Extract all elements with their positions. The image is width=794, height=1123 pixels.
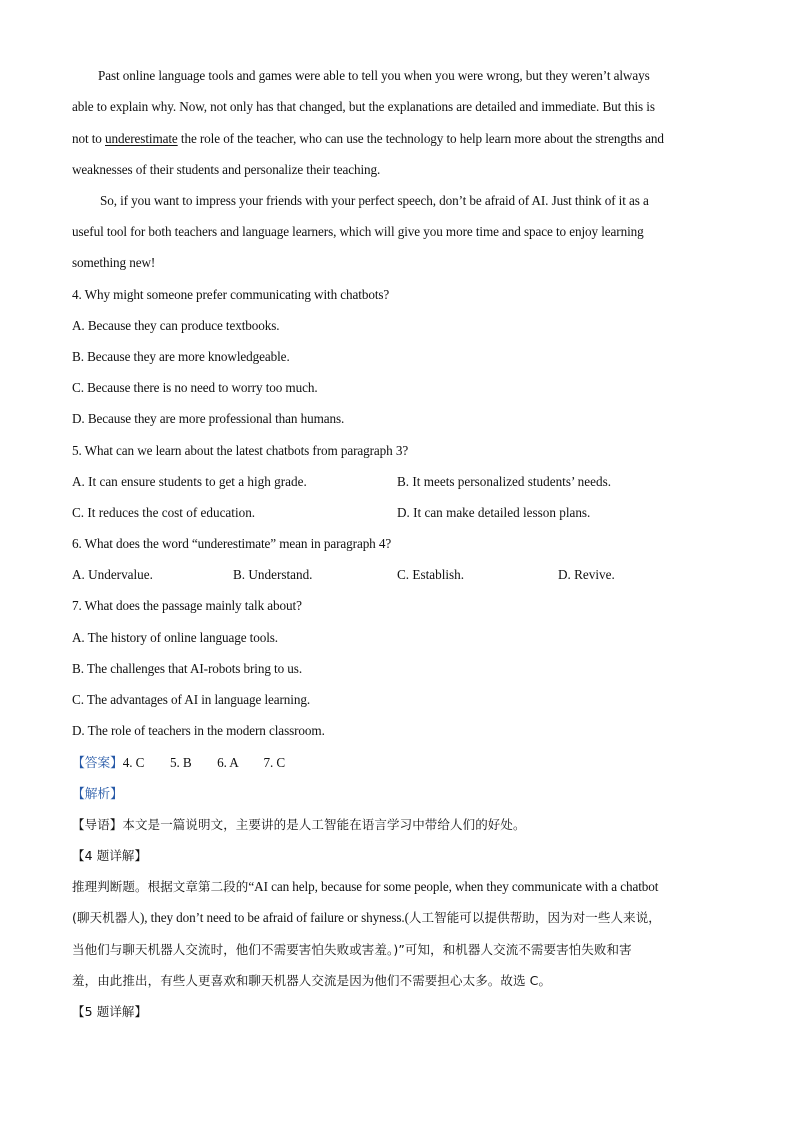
passage-line: Past online language tools and games were able to tell you when you were wrong, but they weren’t always [98,68,650,83]
option-d: D. Because they are more professional than humans. [72,411,345,426]
q4-detail-en: ), they don’t need to be afraid of failure or shyness.( [139,910,409,925]
option-d: D. It can make detailed lesson plans. [397,505,591,520]
question-stem: 7. What does the passage mainly talk about? [72,598,302,613]
option-a: A. Undervalue. [72,567,153,582]
passage-line: something new! [72,255,156,270]
option-d: D. The role of teachers in the modern classroom. [72,723,325,738]
q4-detail-heading: 【4 题详解】 [72,848,148,863]
q4-detail-line: 当他们与聊天机器人交流时，他们不需要害怕失败或害羞。)”可知，和机器人交流不需要害怕失败和害 [72,942,632,957]
question-stem: 6. What does the word “underestimate” mean in paragraph 4? [72,536,392,551]
option-b: B. Understand. [233,567,313,582]
passage-text: the role of the teacher, who can use the technology to help learn more about the strengths and [177,131,664,146]
passage-text: not to [72,131,106,146]
question-stem: 5. What can we learn about the latest chatbots from paragraph 3? [72,443,409,458]
option-d: D. Revive. [558,567,615,582]
q4-detail-zh: (聊天机器人 [72,910,140,925]
q4-detail-line [72,878,658,896]
answer-text: 4. C 5. B 6. A 7. C [122,755,286,770]
analysis-label: 【解析】 [72,787,123,802]
passage-line [72,130,664,148]
q5-detail-heading: 【5 题详解】 [72,1004,148,1019]
analysis-heading [72,785,123,804]
guide-text: 本文是一篇说明文，主要讲的是人工智能在语言学习中带给人们的好处。 [122,817,526,832]
answer-label: 【答案】 [72,756,123,771]
option-a: A. Because they can produce textbooks. [72,318,280,333]
answer-line [72,754,285,773]
passage-line: useful tool for both teachers and language learners, which will give you more time and space to enjoy learning [72,224,644,239]
guide-line [72,816,526,834]
passage-line: So, if you want to impress your friends with your perfect speech, don’t be afraid of AI. Just think of it as a [100,193,649,208]
q4-detail-zh: 人工智能可以提供帮助，因为对一些人来说， [408,910,661,925]
option-c: C. The advantages of AI in language learning. [72,692,311,707]
q4-detail-zh: 推理判断题。根据文章第二段的 [72,879,249,894]
question-stem: 4. Why might someone prefer communicating with chatbots? [72,287,390,302]
q4-detail-en: “AI can help, because for some people, when they communicate with a chatbot [248,879,659,894]
option-a: A. It can ensure students to get a high grade. [72,474,307,489]
option-b: B. Because they are more knowledgeable. [72,349,290,364]
q4-detail-line: 羞，由此推出，有些人更喜欢和聊天机器人交流是因为他们不需要担心太多。故选 C。 [72,973,552,988]
underlined-word: underestimate [105,131,178,146]
passage-line: able to explain why. Now, not only has that changed, but the explanations are detailed and immediate. But this is [72,99,655,114]
guide-label: 【导语】 [72,817,123,832]
option-c: C. Establish. [397,567,465,582]
passage-line: weaknesses of their students and personalize their teaching. [72,162,381,177]
option-a: A. The history of online language tools. [72,630,278,645]
option-c: C. It reduces the cost of education. [72,505,256,520]
option-c: C. Because there is no need to worry too much. [72,380,318,395]
q4-detail-line [72,909,661,927]
option-b: B. It meets personalized students’ needs. [397,474,611,489]
option-b: B. The challenges that AI-robots bring to us. [72,661,303,676]
